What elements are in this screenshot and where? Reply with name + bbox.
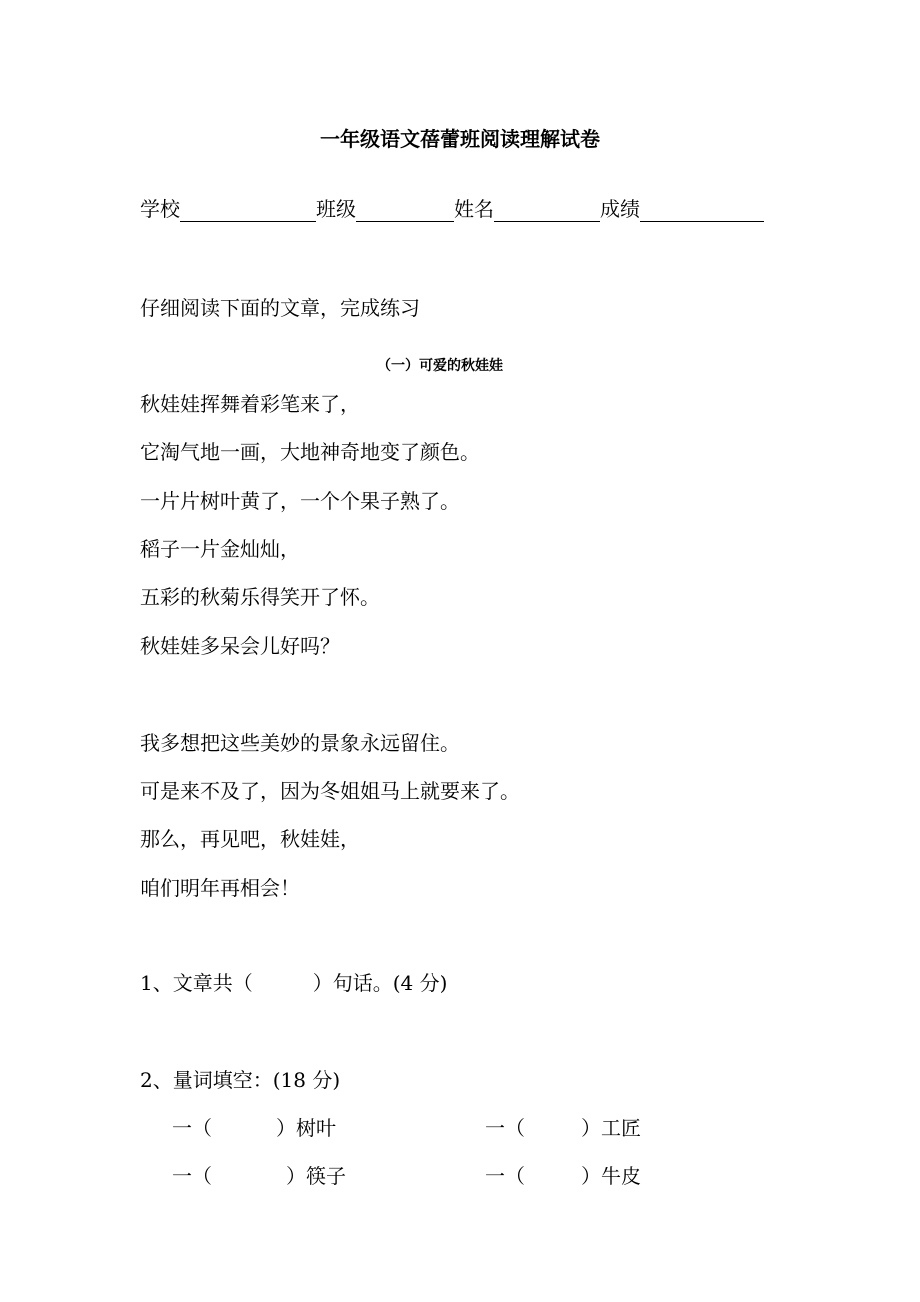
fill-suffix: ）工匠	[581, 1116, 641, 1140]
fill-prefix: 一（	[172, 1164, 212, 1188]
passage-line: 咱们明年再相会！	[140, 876, 300, 900]
passage-line: 秋娃娃多呆会儿好吗？	[140, 634, 340, 658]
fill-item	[172, 1160, 346, 1189]
passage-line: 它淘气地一画，大地神奇地变了颜色。	[140, 440, 480, 464]
passage-line: 那么，再见吧，秋娃娃，	[140, 827, 360, 851]
passage-line: 稻子一片金灿灿，	[140, 537, 300, 561]
passage-line: 秋娃娃挥舞着彩笔来了，	[140, 392, 360, 416]
school-label: 学校	[140, 197, 180, 221]
class-blank[interactable]	[356, 197, 454, 222]
fill-suffix: ）树叶	[276, 1116, 336, 1140]
question-1: 1、文章共（ ）句话。(4 分)	[140, 971, 448, 995]
passage-line: 五彩的秋菊乐得笑开了怀。	[140, 585, 380, 609]
score-label: 成绩	[600, 197, 640, 221]
name-label: 姓名	[454, 197, 494, 221]
fill-prefix: 一（	[485, 1164, 525, 1188]
passage-line: 一片片树叶黄了，一个个果子熟了。	[140, 489, 460, 513]
name-blank[interactable]	[494, 197, 600, 222]
passage-line: 我多想把这些美妙的景象永远留住。	[140, 731, 460, 755]
passage-title: （一）可爱的秋娃娃	[377, 358, 503, 374]
fill-suffix: ）筷子	[286, 1164, 346, 1188]
fill-item	[485, 1160, 641, 1189]
score-blank[interactable]	[640, 197, 764, 222]
fill-suffix: ）牛皮	[581, 1164, 641, 1188]
instruction: 仔细阅读下面的文章，完成练习	[140, 296, 420, 320]
student-info-row	[140, 193, 764, 222]
fill-item	[485, 1112, 641, 1141]
page-title: 一年级语文蓓蕾班阅读理解试卷	[320, 127, 600, 151]
question-2: 2、量词填空：(18 分)	[140, 1068, 341, 1092]
fill-prefix: 一（	[172, 1116, 212, 1140]
fill-item	[172, 1112, 336, 1141]
school-blank[interactable]	[180, 197, 316, 222]
class-label: 班级	[316, 197, 356, 221]
passage-line: 可是来不及了，因为冬姐姐马上就要来了。	[140, 779, 520, 803]
fill-prefix: 一（	[485, 1116, 525, 1140]
